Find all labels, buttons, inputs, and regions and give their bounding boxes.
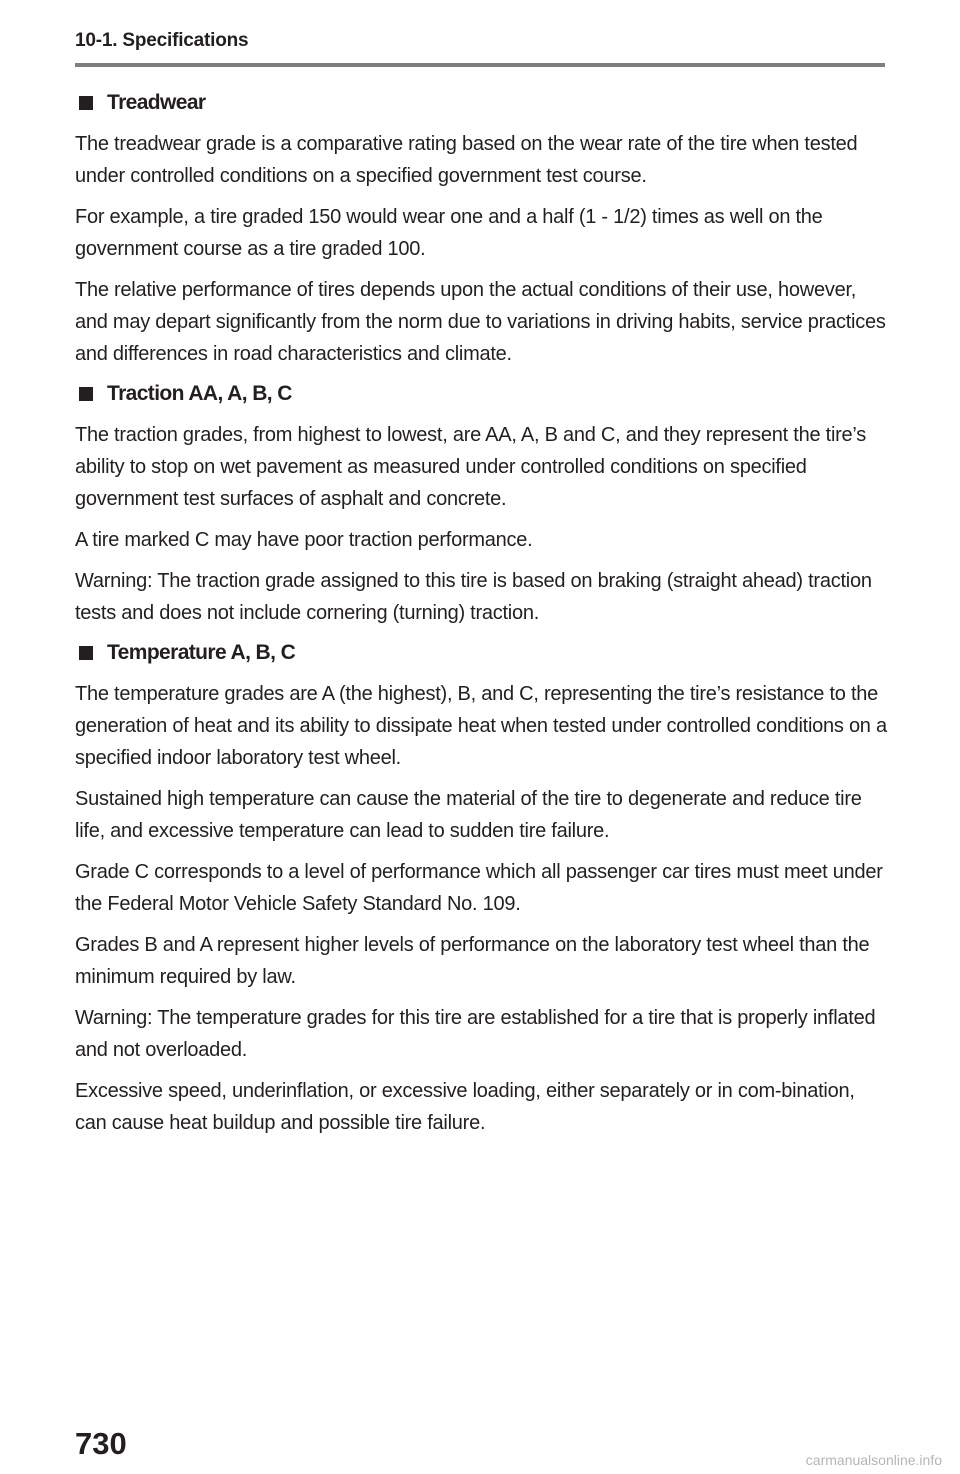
square-bullet-icon [79, 646, 93, 660]
square-bullet-icon [79, 387, 93, 401]
paragraph: Warning: The traction grade assigned to this tire is based on braking (straight ahead) traction tests and does not include cornering (turning) traction. [75, 570, 872, 624]
watermark: carmanualsonline.info [805, 1452, 942, 1468]
paragraph: The temperature grades are A (the highest), B, and C, representing the tire’s resistance to the generation of heat and its ability to dissipate heat when tested under controlled conditions on a specified indoor laboratory test wheel. [75, 683, 887, 769]
section-heading-traction [75, 379, 890, 409]
paragraph: A tire marked C may have poor traction performance. [75, 529, 533, 551]
header-rule [75, 63, 885, 67]
paragraph: For example, a tire graded 150 would wear one and a half (1 - 1/2) times as well on the government course as a tire graded 100. [75, 206, 823, 260]
paragraph: The treadwear grade is a comparative rating based on the wear rate of the tire when tested under controlled conditions on a specified government test course. [75, 133, 858, 187]
section-header: 10-1. Specifications [75, 30, 249, 51]
paragraph: Grade C corresponds to a level of performance which all passenger car tires must meet under the Federal Motor Vehicle Safety Standard No. 109. [75, 861, 883, 915]
heading-text: Temperature A, B, C [107, 641, 296, 664]
paragraph: Grades B and A represent higher levels of performance on the laboratory test wheel than the minimum required by law. [75, 934, 870, 988]
section-heading-treadwear [75, 88, 890, 118]
page-content [75, 88, 890, 1148]
paragraph: The relative performance of tires depends upon the actual conditions of their use, however, and may depart significantly from the norm due to variations in driving habits, service practices and differences in road characteristics and climate. [75, 279, 886, 365]
paragraph: Sustained high temperature can cause the material of the tire to degenerate and reduce tire life, and excessive temperature can lead to sudden tire failure. [75, 788, 862, 842]
heading-text: Treadwear [107, 91, 206, 114]
heading-text: Traction AA, A, B, C [107, 382, 292, 405]
paragraph: Excessive speed, underinflation, or excessive loading, either separately or in com-bination, can cause heat buildup and possible tire failure. [75, 1080, 855, 1134]
page-number: 730 [75, 1426, 127, 1461]
paragraph: Warning: The temperature grades for this tire are established for a tire that is properly inflated and not overloaded. [75, 1007, 876, 1061]
section-heading-temperature [75, 638, 890, 668]
square-bullet-icon [79, 96, 93, 110]
paragraph: The traction grades, from highest to lowest, are AA, A, B and C, and they represent the tire’s ability to stop on wet pavement as measured under controlled conditions on specified government test surfaces of asphalt and concrete. [75, 424, 867, 510]
